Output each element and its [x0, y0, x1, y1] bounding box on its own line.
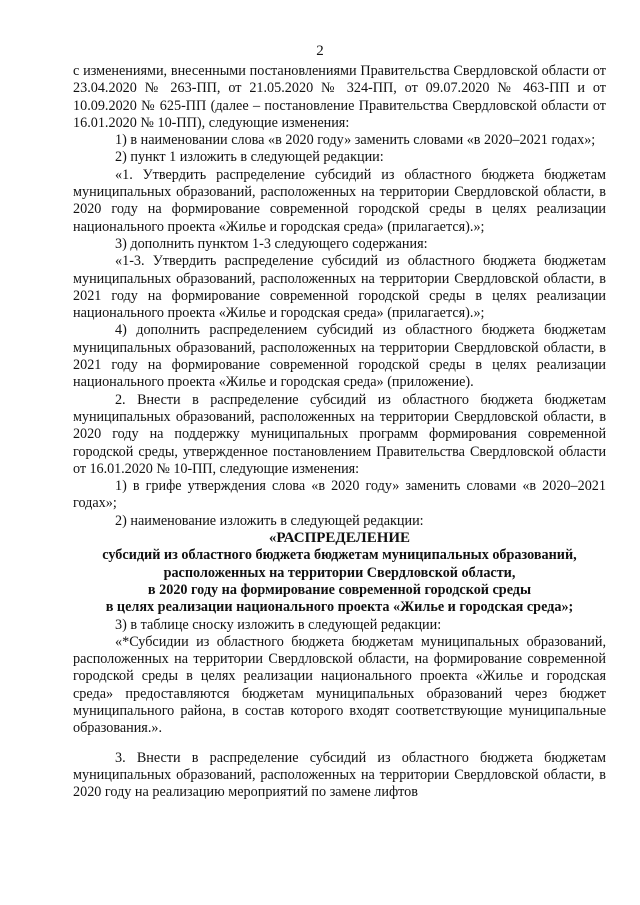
paragraph-item-4: 4) дополнить распределением субсидий из областного бюджета бюджетам муниципальных образований, расположенных на территории Свердловской области, в 2021 году на формирование современной городской среды в целях реализации национального проекта «Жилье и городская среда» (приложение). — [73, 322, 606, 391]
paragraph-continuation: с изменениями, внесенными постановлениями Правительства Свердловской области от 23.04.2020 № 263-ПП, от 21.05.2020 № 324-ПП, от 09.07.2020 № 463-ПП и от 10.09.2020 № 625-ПП (далее – постановление Правительства Свердловской области от 16.01.2020 № 10-ПП), следующие изменения: — [73, 63, 606, 131]
paragraph-footnote-quote: «*Субсидии из областного бюджета бюджетам муниципальных образований, расположенных на территории Свердловской области, на формирование современной городской среды в целях реализации национального проекта «Жилье и городская среда» предоставляются бюджетам муниципальных образований через бюджет муниципального района, в состав которого входят соответствующие муниципальные образования.». — [73, 633, 606, 737]
paragraph-item-2: 2) пункт 1 изложить в следующей редакции: — [115, 149, 384, 166]
paragraph-quote-1-3: «1-3. Утвердить распределение субсидий из областного бюджета бюджетам муниципальных образований, расположенных на территории Свердловской области, в 2021 году на формирование современной городской среды в целях реализации национального проекта «Жилье и городская среда» (прилагается).»; — [73, 253, 606, 322]
paragraph-item-2-3: 3) в таблице сноску изложить в следующей редакции: — [115, 616, 442, 633]
paragraph-point-3: 3. Внести в распределение субсидий из областного бюджета бюджетам муниципальных образований, расположенных на территории Свердловской области, в 2020 году на реализацию мероприятий по замене лифтов — [73, 749, 606, 801]
document-body — [73, 63, 606, 801]
heading-line-3: расположенных на территории Свердловской области, — [163, 564, 516, 581]
heading-line-4: в 2020 году на формирование современной городской среды — [147, 581, 532, 598]
paragraph-point-2: 2. Внести в распределение субсидий из областного бюджета бюджетам муниципальных образований, расположенных на территории Свердловской области, в 2020 году на поддержку муниципальных программ формирования современной городской среды, утвержденное постановлением Правительства Свердловской области от 16.01.2020 № 10-ПП, следующие изменения: — [73, 391, 606, 477]
paragraph-item-3: 3) дополнить пунктом 1-3 следующего содержания: — [115, 235, 428, 252]
page-number: 2 — [316, 43, 324, 59]
paragraph-item-2-2: 2) наименование изложить в следующей редакции: — [115, 512, 424, 529]
heading-line-5: в целях реализации национального проекта «Жилье и городская среда»; — [105, 599, 574, 616]
paragraph-quote-1: «1. Утвердить распределение субсидий из областного бюджета бюджетам муниципальных образований, расположенных на территории Свердловской области, в 2020 году на формирование современной городской среды в целях реализации национального проекта «Жилье и городская среда» (прилагается).»; — [73, 166, 606, 235]
paragraph-item-1: 1) в наименовании слова «в 2020 году» заменить словами «в 2020–2021 годах»; — [115, 132, 596, 149]
heading-line-2: субсидий из областного бюджета бюджетам муниципальных образований, — [102, 547, 577, 564]
heading-line-1: «РАСПРЕДЕЛЕНИЕ — [268, 530, 411, 547]
paragraph-item-2-1: 1) в грифе утверждения слова «в 2020 году» заменить словами «в 2020–2021 годах»; — [73, 478, 606, 512]
